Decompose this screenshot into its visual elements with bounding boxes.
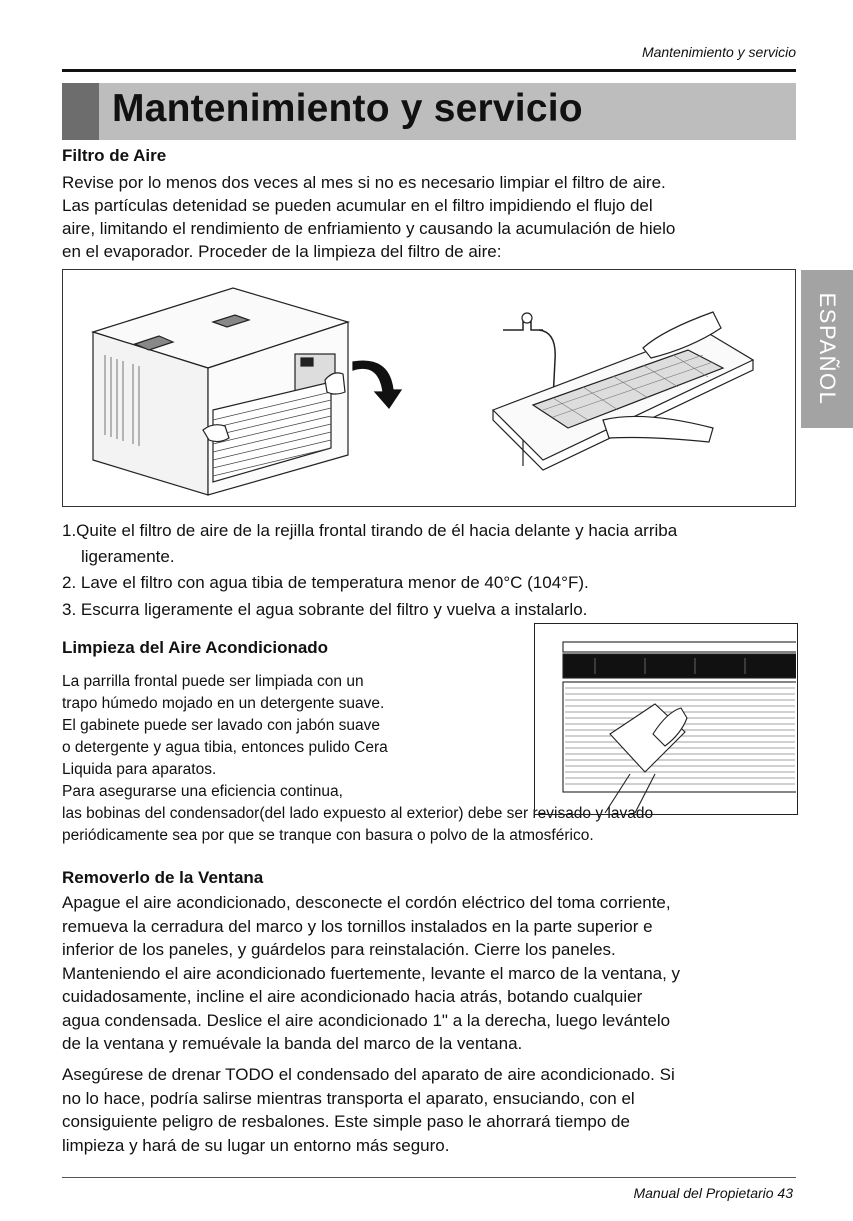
filter-step-1-cont: ligeramente. [81, 547, 175, 566]
removal-paragraph-2 [62, 1063, 675, 1157]
filter-intro-line: Las partículas detenidad se pueden acumular en el filtro impidiendo el flujo del [62, 196, 653, 215]
removal-line: Apague el aire acondicionado, desconecte el cordón eléctrico del toma corriente, [62, 893, 671, 912]
air-conditioner-illustration [63, 270, 797, 508]
removal-line: agua condensada. Deslice el aire acondicionado 1" a la derecha, luego levántelo [62, 1010, 671, 1030]
filter-step-1: 1.Quite el filtro de aire de la rejilla frontal tirando de él hacia delante y hacia arriba [62, 521, 678, 540]
footer-rule [62, 1177, 796, 1178]
filter-removal-illustration [62, 269, 796, 507]
removal-paragraph-1 [62, 891, 680, 1056]
cleaning-line: periódicamente sea por que se tranque con basura o polvo de la atmosférico. [62, 827, 594, 844]
running-header: Mantenimiento y servicio [641, 44, 796, 60]
removal-line: de la ventana y remuévale la banda del marco de la ventana. [62, 1034, 523, 1053]
cleaning-line: El gabinete puede ser lavado con jabón suave [62, 717, 380, 734]
filter-heading: Filtro de Aire [62, 146, 167, 165]
cleaning-line: Para asegurarse una eficiencia continua, [62, 783, 343, 800]
removal-line: Asegúrese de drenar TODO el condensado del aparato de aire acondicionado. Si [62, 1065, 675, 1084]
cleaning-line: las bobinas del condensador(del lado expuesto al exterior) debe ser revisado y lavado [62, 805, 654, 822]
cleaning-line: La parrilla frontal puede ser limpiada con un [62, 673, 364, 690]
removal-line: consiguiente peligro de resbalones. Este simple paso le ahorrará tiempo de [62, 1112, 630, 1131]
cleaning-line: o detergente y agua tibia, entonces pulido Cera [62, 739, 388, 756]
filter-intro-line: Revise por lo menos dos veces al mes si no es necesario limpiar el filtro de aire. [62, 173, 666, 192]
removal-heading: Removerlo de la Ventana [62, 868, 264, 887]
grille-cleaning-illustration [534, 623, 798, 815]
removal-line: no lo hace, podría salirse mientras transporta el aparato, ensuciando, con el [62, 1088, 635, 1108]
removal-line: Manteniendo el aire acondicionado fuertemente, levante el marco de la ventana, y [62, 963, 681, 983]
filter-step-3: 3. Escurra ligeramente el agua sobrante del filtro y vuelva a instalarlo. [62, 600, 588, 619]
title-accent-block [62, 83, 99, 140]
removal-line: limpieza y hará de su lugar un entorno más seguro. [62, 1135, 450, 1155]
page-title: Mantenimiento y servicio [112, 87, 583, 130]
language-tab [801, 270, 853, 428]
filter-intro-line: aire, limitando el rendimiento de enfriamiento y causando la acumulación de hielo [62, 219, 676, 238]
removal-line: cuidadosamente, incline el aire acondicionado hacia atrás, botando cualquier [62, 987, 643, 1006]
grille-wiping-illustration [535, 624, 796, 813]
cleaning-line: Liquida para aparatos. [62, 761, 217, 778]
cleaning-line: trapo húmedo mojado en un detergente suave. [62, 695, 385, 712]
filter-step-2: 2. Lave el filtro con agua tibia de temperatura menor de 40°C (104°F). [62, 573, 589, 592]
header-rule [62, 69, 796, 72]
cleaning-heading: Limpieza del Aire Acondicionado [62, 638, 329, 657]
filter-intro-line: en el evaporador. Proceder de la limpieza del filtro de aire: [62, 242, 502, 261]
filter-intro [62, 171, 675, 263]
language-tab-label: ESPAÑOL [815, 292, 840, 406]
removal-line: remueva la cerradura del marco y los tornillos instalados en la parte superior e [62, 916, 653, 936]
title-bar [62, 83, 796, 140]
page-footer: Manual del Propietario 43 [633, 1185, 793, 1201]
removal-line: inferior de los paneles, y guárdelos para reinstalación. Cierre los paneles. [62, 940, 616, 959]
